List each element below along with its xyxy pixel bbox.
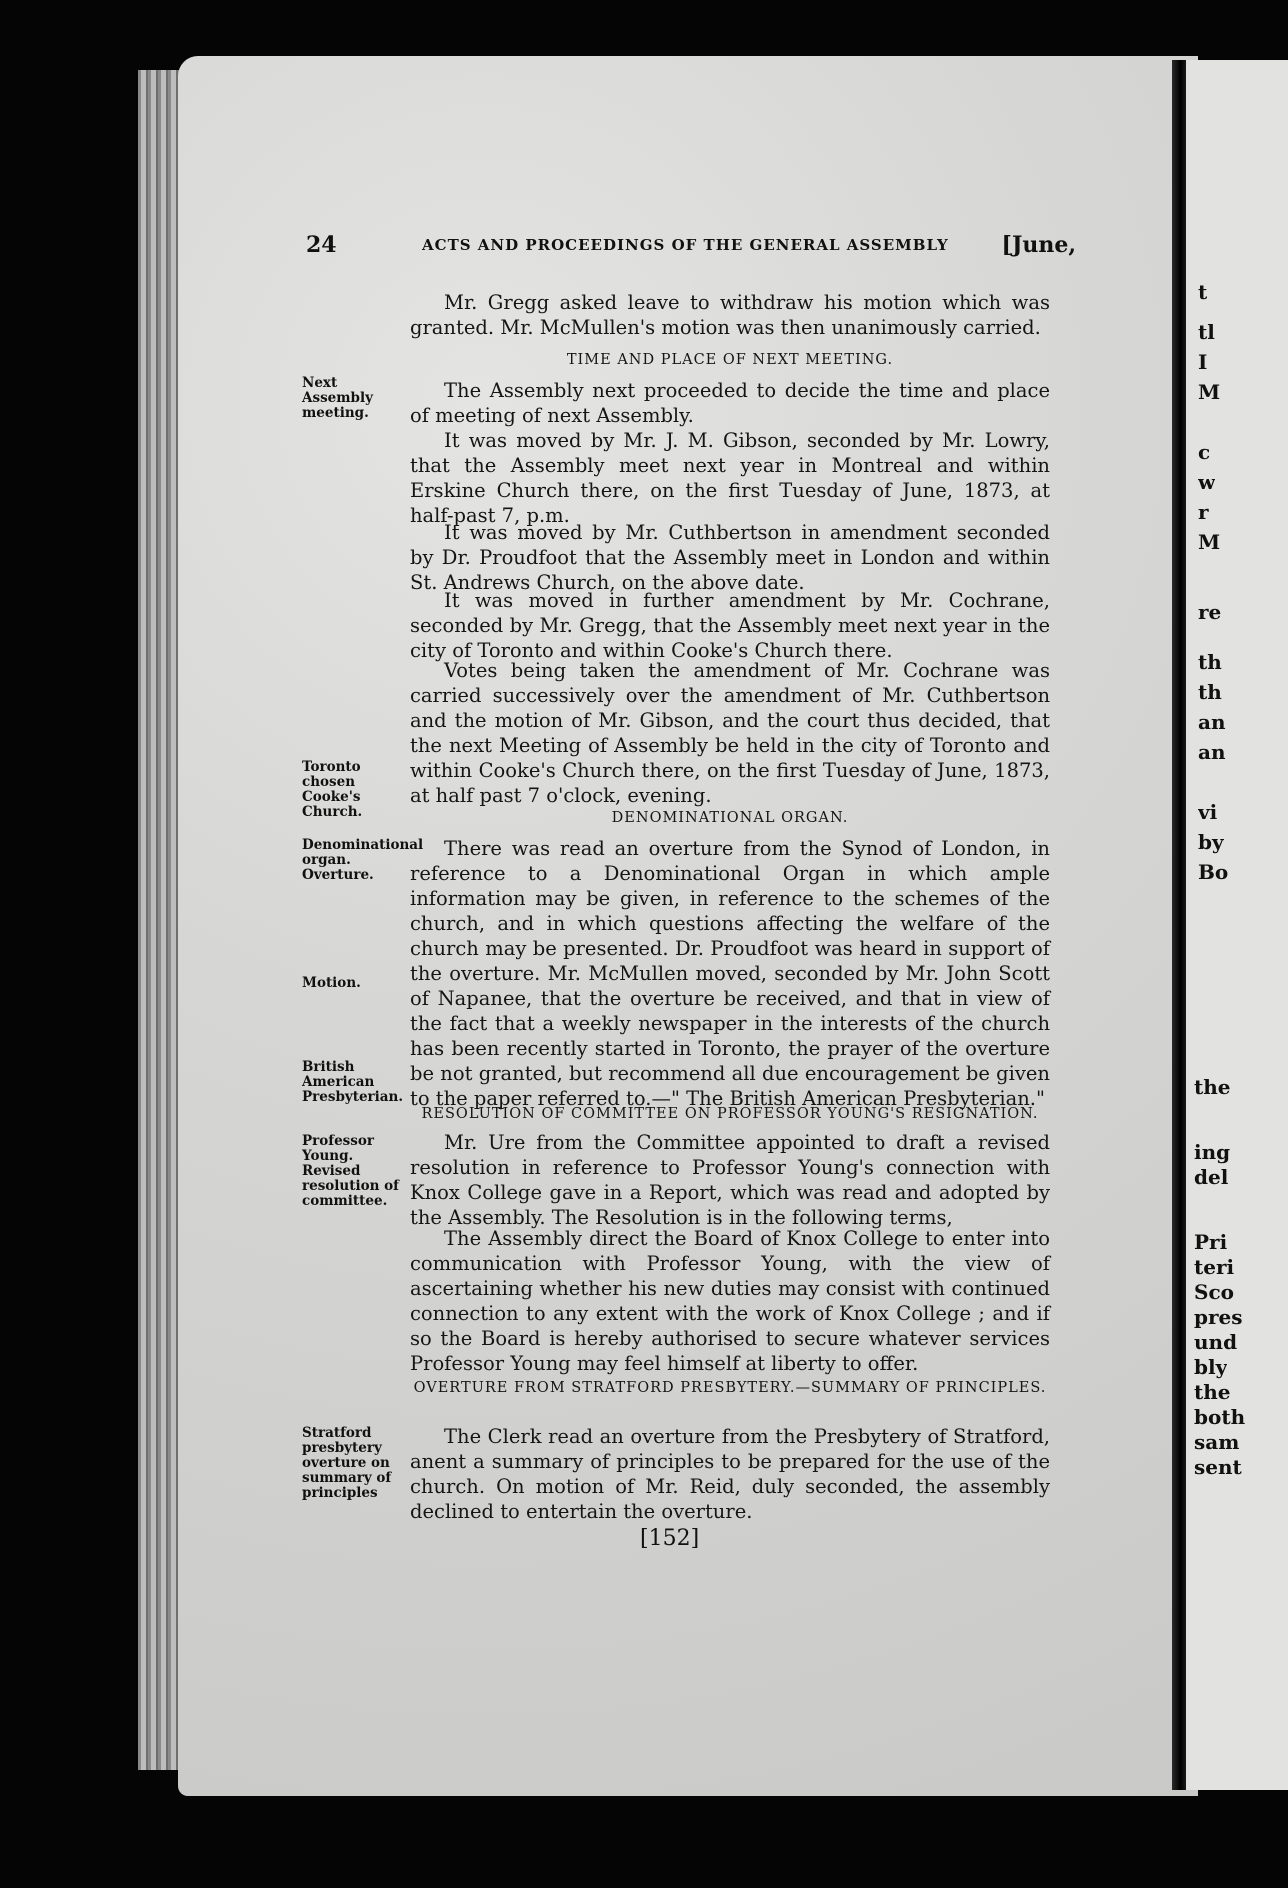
- paragraph-cuthbertson-amendment: It was moved by Mr. Cuthbertson in amendment seconded by Dr. Proudfoot that the Assembly meet in London and within St. Andrews Church, on the above date.: [410, 521, 1050, 594]
- adjacent-page-fragment: Sco: [1194, 1280, 1234, 1304]
- adjacent-page-fragment: del: [1194, 1165, 1229, 1189]
- adjacent-page-fragment: c: [1198, 440, 1211, 464]
- paragraph-denominational-organ: There was read an overture from the Synod of London, in reference to a Denominational Organ in which ample information may be given, in reference to the schemes of the church, and in which questions affecting the welfare of the church may be presented. Dr. Proudfoot was heard in support of the overture. Mr. McMullen moved, seconded by Mr. John Scott of Napanee, that the overture be received, and that in view of the fact that a weekly newspaper in the interests of the church has been recently started in Toronto, the prayer of the overture be not granted, but recommend all due encouragement be given to the paper referred to.—" The British American Presbyterian.": [410, 837, 1050, 1110]
- paragraph-gibson-motion: It was moved by Mr. J. M. Gibson, seconded by Mr. Lowry, that the Assembly meet next year in Montreal and within Erskine Church there, on the first Tuesday of June, 1873, at half-past 7, p.m.: [410, 429, 1050, 527]
- paragraph-ure-report: Mr. Ure from the Committee appointed to draft a revised resolution in reference to Professor Young's connection with Knox College gave in a Report, which was read and adopted by the Assembly. The Resolution is in the following terms,: [410, 1131, 1050, 1229]
- adjacent-page-fragment: Pri: [1194, 1230, 1228, 1254]
- heading-denominational-organ: DENOMINATIONAL ORGAN.: [611, 810, 849, 826]
- heading-time-and-place: TIME AND PLACE OF NEXT MEETING.: [566, 352, 894, 368]
- heading-professor-young: RESOLUTION OF COMMITTEE ON PROFESSOR YOUNG'S RESIGNATION.: [421, 1106, 1039, 1122]
- adjacent-page-fragment: an: [1198, 740, 1226, 764]
- adjacent-page-fragment: sam: [1194, 1430, 1240, 1454]
- adjacent-page-fragment: M: [1198, 530, 1221, 554]
- adjacent-page-fragment: an: [1198, 710, 1226, 734]
- adjacent-page-fragment: und: [1194, 1330, 1238, 1354]
- signature-mark: [152]: [640, 1526, 700, 1551]
- page-header: [306, 232, 1076, 262]
- adjacent-page-fragment: t: [1198, 280, 1208, 304]
- heading-stratford-overture: OVERTURE FROM STRATFORD PRESBYTERY.—SUMMARY OF PRINCIPLES.: [413, 1380, 1047, 1396]
- adjacent-page-fragment: re: [1198, 600, 1222, 624]
- adjacent-page-fragment: sent: [1194, 1455, 1242, 1479]
- margin-note-toronto: Toronto chosen Cooke's Church.: [302, 759, 363, 820]
- adjacent-page-fragment: th: [1198, 650, 1222, 674]
- adjacent-page-fragment: I: [1198, 350, 1208, 374]
- margin-note-british-american: British American Presbyterian.: [302, 1059, 404, 1105]
- adjacent-page-fragment: Bo: [1198, 860, 1229, 884]
- paragraph-next-meeting: The Assembly next proceeded to decide the time and place of meeting of next Assembly.: [410, 379, 1050, 427]
- adjacent-page-fragment: by: [1198, 830, 1224, 854]
- adjacent-page-fragment: r: [1198, 500, 1209, 524]
- margin-note-motion: Motion.: [302, 975, 361, 991]
- adjacent-page-fragment: vi: [1198, 800, 1218, 824]
- adjacent-page-fragment: ing: [1194, 1140, 1231, 1164]
- paragraph-cochrane-amendment: It was moved in further amendment by Mr. Cochrane, seconded by Mr. Gregg, that the Assembly meet next year in the city of Toronto and within Cooke's Church there.: [410, 589, 1050, 662]
- adjacent-page-fragment: tl: [1198, 320, 1215, 344]
- paragraph-votes-taken: Votes being taken the amendment of Mr. Cochrane was carried successively over the amendment of Mr. Cuthbertson and the motion of Mr. Gibson, and the court thus decided, that the next Meeting of Assembly be held in the city of Toronto and within Cooke's Church there, on the first Tuesday of June, 1873, at half past 7 o'clock, evening.: [410, 659, 1050, 807]
- adjacent-page-fragment: th: [1198, 680, 1222, 704]
- margin-note-denominational: Denominational organ. Overture.: [302, 837, 424, 883]
- page-gutter: [1172, 60, 1186, 1790]
- adjacent-page-fragment: both: [1194, 1405, 1246, 1429]
- running-title: ACTS AND PROCEEDINGS OF THE GENERAL ASSEMBLY: [422, 236, 949, 254]
- margin-note-stratford: Stratford presbytery overture on summary of principles: [302, 1425, 392, 1501]
- adjacent-page-fragment: the: [1194, 1075, 1231, 1099]
- adjacent-page-fragment: pres: [1194, 1305, 1243, 1329]
- adjacent-page: [1186, 60, 1288, 1790]
- adjacent-page-fragment: bly: [1194, 1355, 1228, 1379]
- page-number: 24: [306, 232, 337, 258]
- margin-note-next-assembly: Next Assembly meeting.: [302, 375, 373, 421]
- header-month: [June,: [1001, 232, 1076, 258]
- adjacent-page-fragment: w: [1198, 470, 1216, 494]
- adjacent-page-fragment: teri: [1194, 1255, 1235, 1279]
- margin-note-professor-young: Professor Young. Revised resolution of committee.: [302, 1133, 399, 1209]
- adjacent-page-fragment: M: [1198, 380, 1221, 404]
- adjacent-page-fragment: the: [1194, 1380, 1231, 1404]
- paragraph-stratford-overture: The Clerk read an overture from the Presbytery of Stratford, anent a summary of principles to be prepared for the use of the church. On motion of Mr. Reid, duly seconded, the assembly declined to entertain the overture.: [410, 1425, 1050, 1523]
- paragraph-assembly-direct: The Assembly direct the Board of Knox College to enter into communication with Professor Young, with the view of ascertaining whether his new duties may consist with continued connection to any extent with the work of Knox College ; and if so the Board is hereby authorised to secure whatever services Professor Young may feel himself at liberty to offer.: [410, 1227, 1050, 1375]
- paragraph-gregg-withdraw: Mr. Gregg asked leave to withdraw his motion which was granted. Mr. McMullen's motion was then unanimously carried.: [410, 291, 1050, 339]
